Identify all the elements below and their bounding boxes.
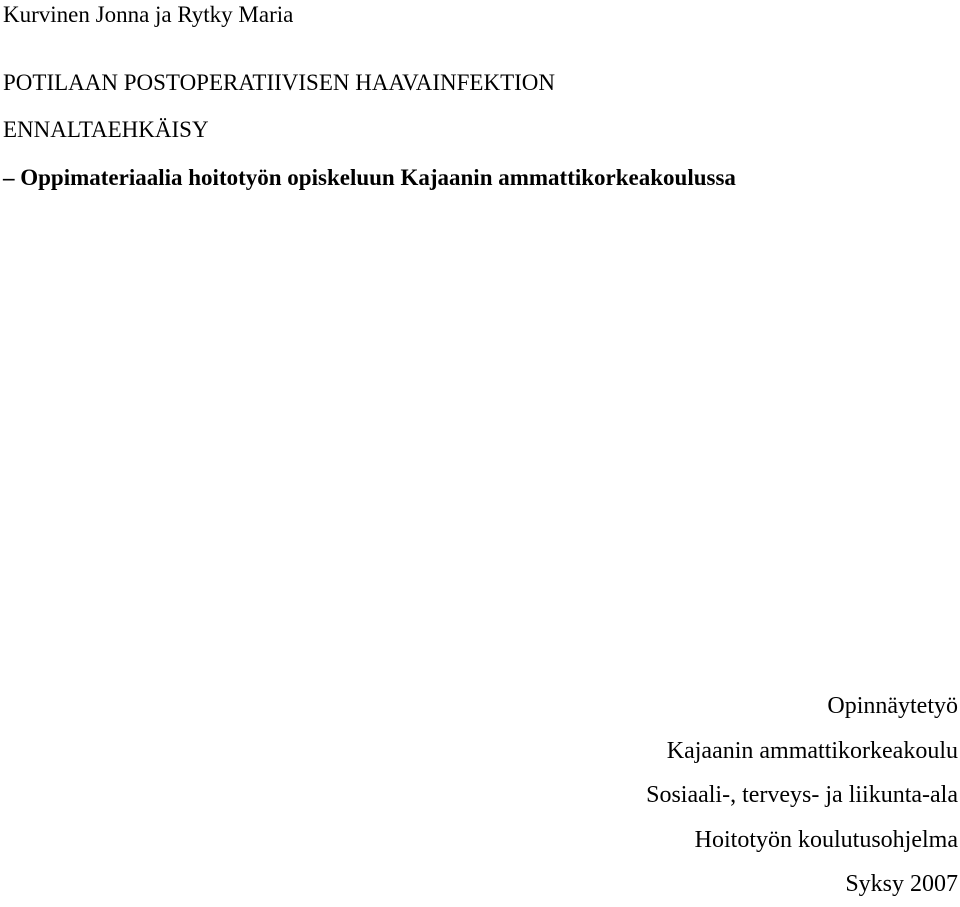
thesis-date: Syksy 2007 (845, 871, 958, 897)
thesis-info (646, 684, 958, 907)
school-name: Kajaanin ammattikorkeakoulu (666, 737, 958, 764)
subtitle: – Oppimateriaalia hoitotyön opiskeluun Kajaanin ammattikorkeakoulussa (3, 165, 736, 190)
title-line-1: POTILAAN POSTOPERATIIVISEN HAAVAINFEKTION (3, 70, 556, 95)
authors: Kurvinen Jonna ja Rytky Maria (3, 2, 294, 27)
degree-programme: Hoitotyön koulutusohjelma (694, 826, 958, 853)
thesis-type: Opinnäytetyö (827, 693, 958, 719)
department-name: Sosiaali-, terveys- ja liikunta-ala (646, 782, 958, 808)
title-line-2: ENNALTAEHKÄISY (3, 117, 209, 142)
